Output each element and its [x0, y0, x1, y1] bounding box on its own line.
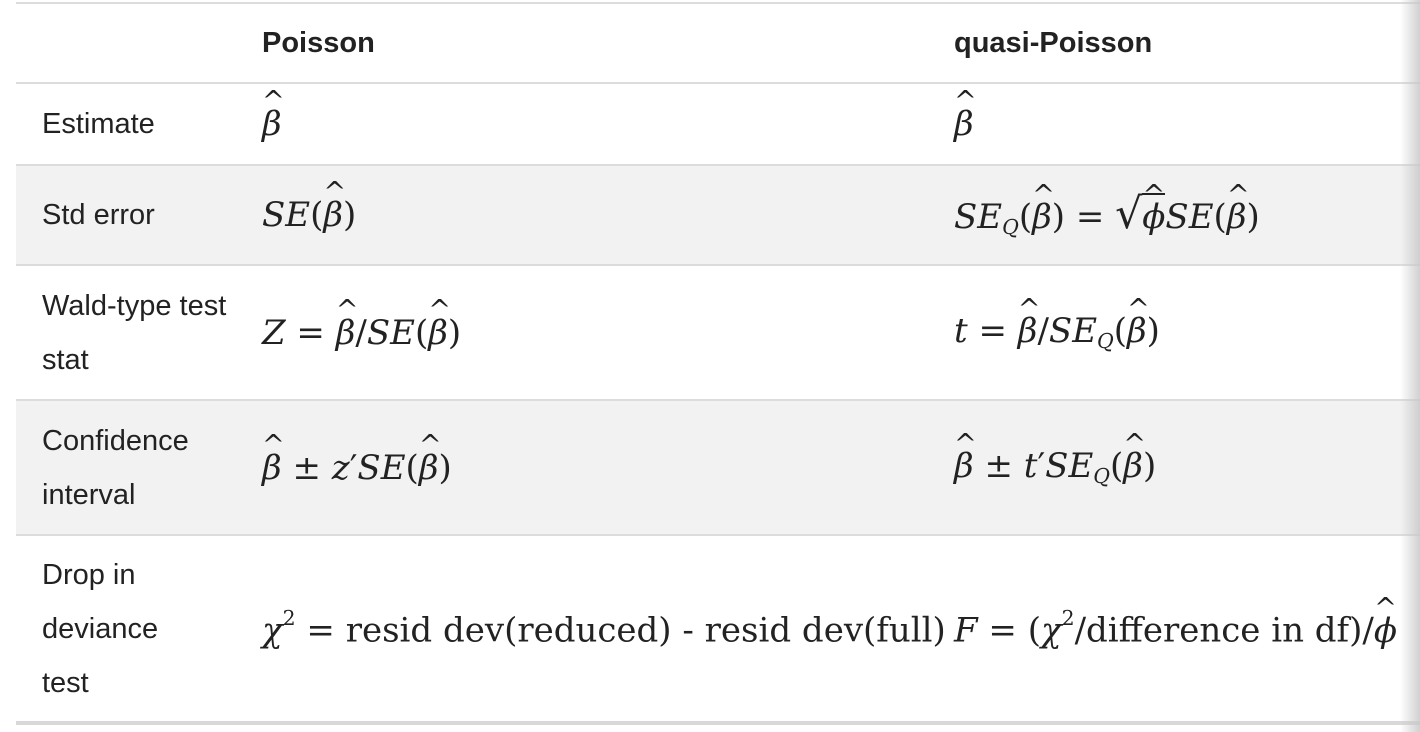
formula-quasi-estimate	[954, 84, 1420, 164]
math-beta-hat: β ^	[262, 104, 282, 144]
row-label-std-error: Std error	[42, 199, 155, 231]
formula-poisson-estimate	[262, 84, 952, 164]
formula-poisson-wald-test: Z = β ^/SE(β ^)	[262, 266, 952, 399]
table-row-std-error	[16, 164, 1420, 264]
formula-poisson-drop-in-deviance: $\chi^2$ = resid dev(reduced) - resid dev(full)	[262, 606, 946, 651]
table-row-drop-in-deviance	[16, 534, 1420, 725]
header-quasi-poisson: quasi-Poisson	[954, 26, 1153, 59]
table-row-confidence-interval	[16, 399, 1420, 534]
formula-poisson-std-error: SE(β ^)	[262, 166, 952, 264]
row-label-drop-in-deviance: Drop in deviance test	[42, 558, 159, 699]
header-empty-cell	[42, 2, 252, 84]
formula-quasi-std-error: $SE_Q(\beta$ ^) = √ϕ ^SE(β ^)	[954, 166, 1420, 264]
formula-quasi-wald-test: t = β $\^{}/SE_Q(\beta$ ^)	[954, 266, 1420, 399]
formula-quasi-drop-in-deviance: $F = (\chi^2$/difference in df)/ϕ ^	[954, 536, 1420, 721]
table-row-wald-test	[16, 264, 1420, 399]
row-label-estimate: Estimate	[42, 108, 155, 140]
row-label-wald-test: Wald-type test stat	[42, 289, 227, 376]
row-label-confidence-interval: Confidence interval	[42, 424, 189, 511]
math-beta-hat: β ^	[954, 104, 974, 144]
header-poisson: Poisson	[262, 26, 375, 59]
table-header-row	[16, 2, 1420, 84]
table-row-estimate	[16, 82, 1420, 164]
formula-quasi-confidence-interval: β ^ ± $t'SE_Q(\beta$ ^)	[954, 401, 1420, 534]
formula-poisson-confidence-interval: β ^ ± z′SE(β ^)	[262, 401, 952, 534]
